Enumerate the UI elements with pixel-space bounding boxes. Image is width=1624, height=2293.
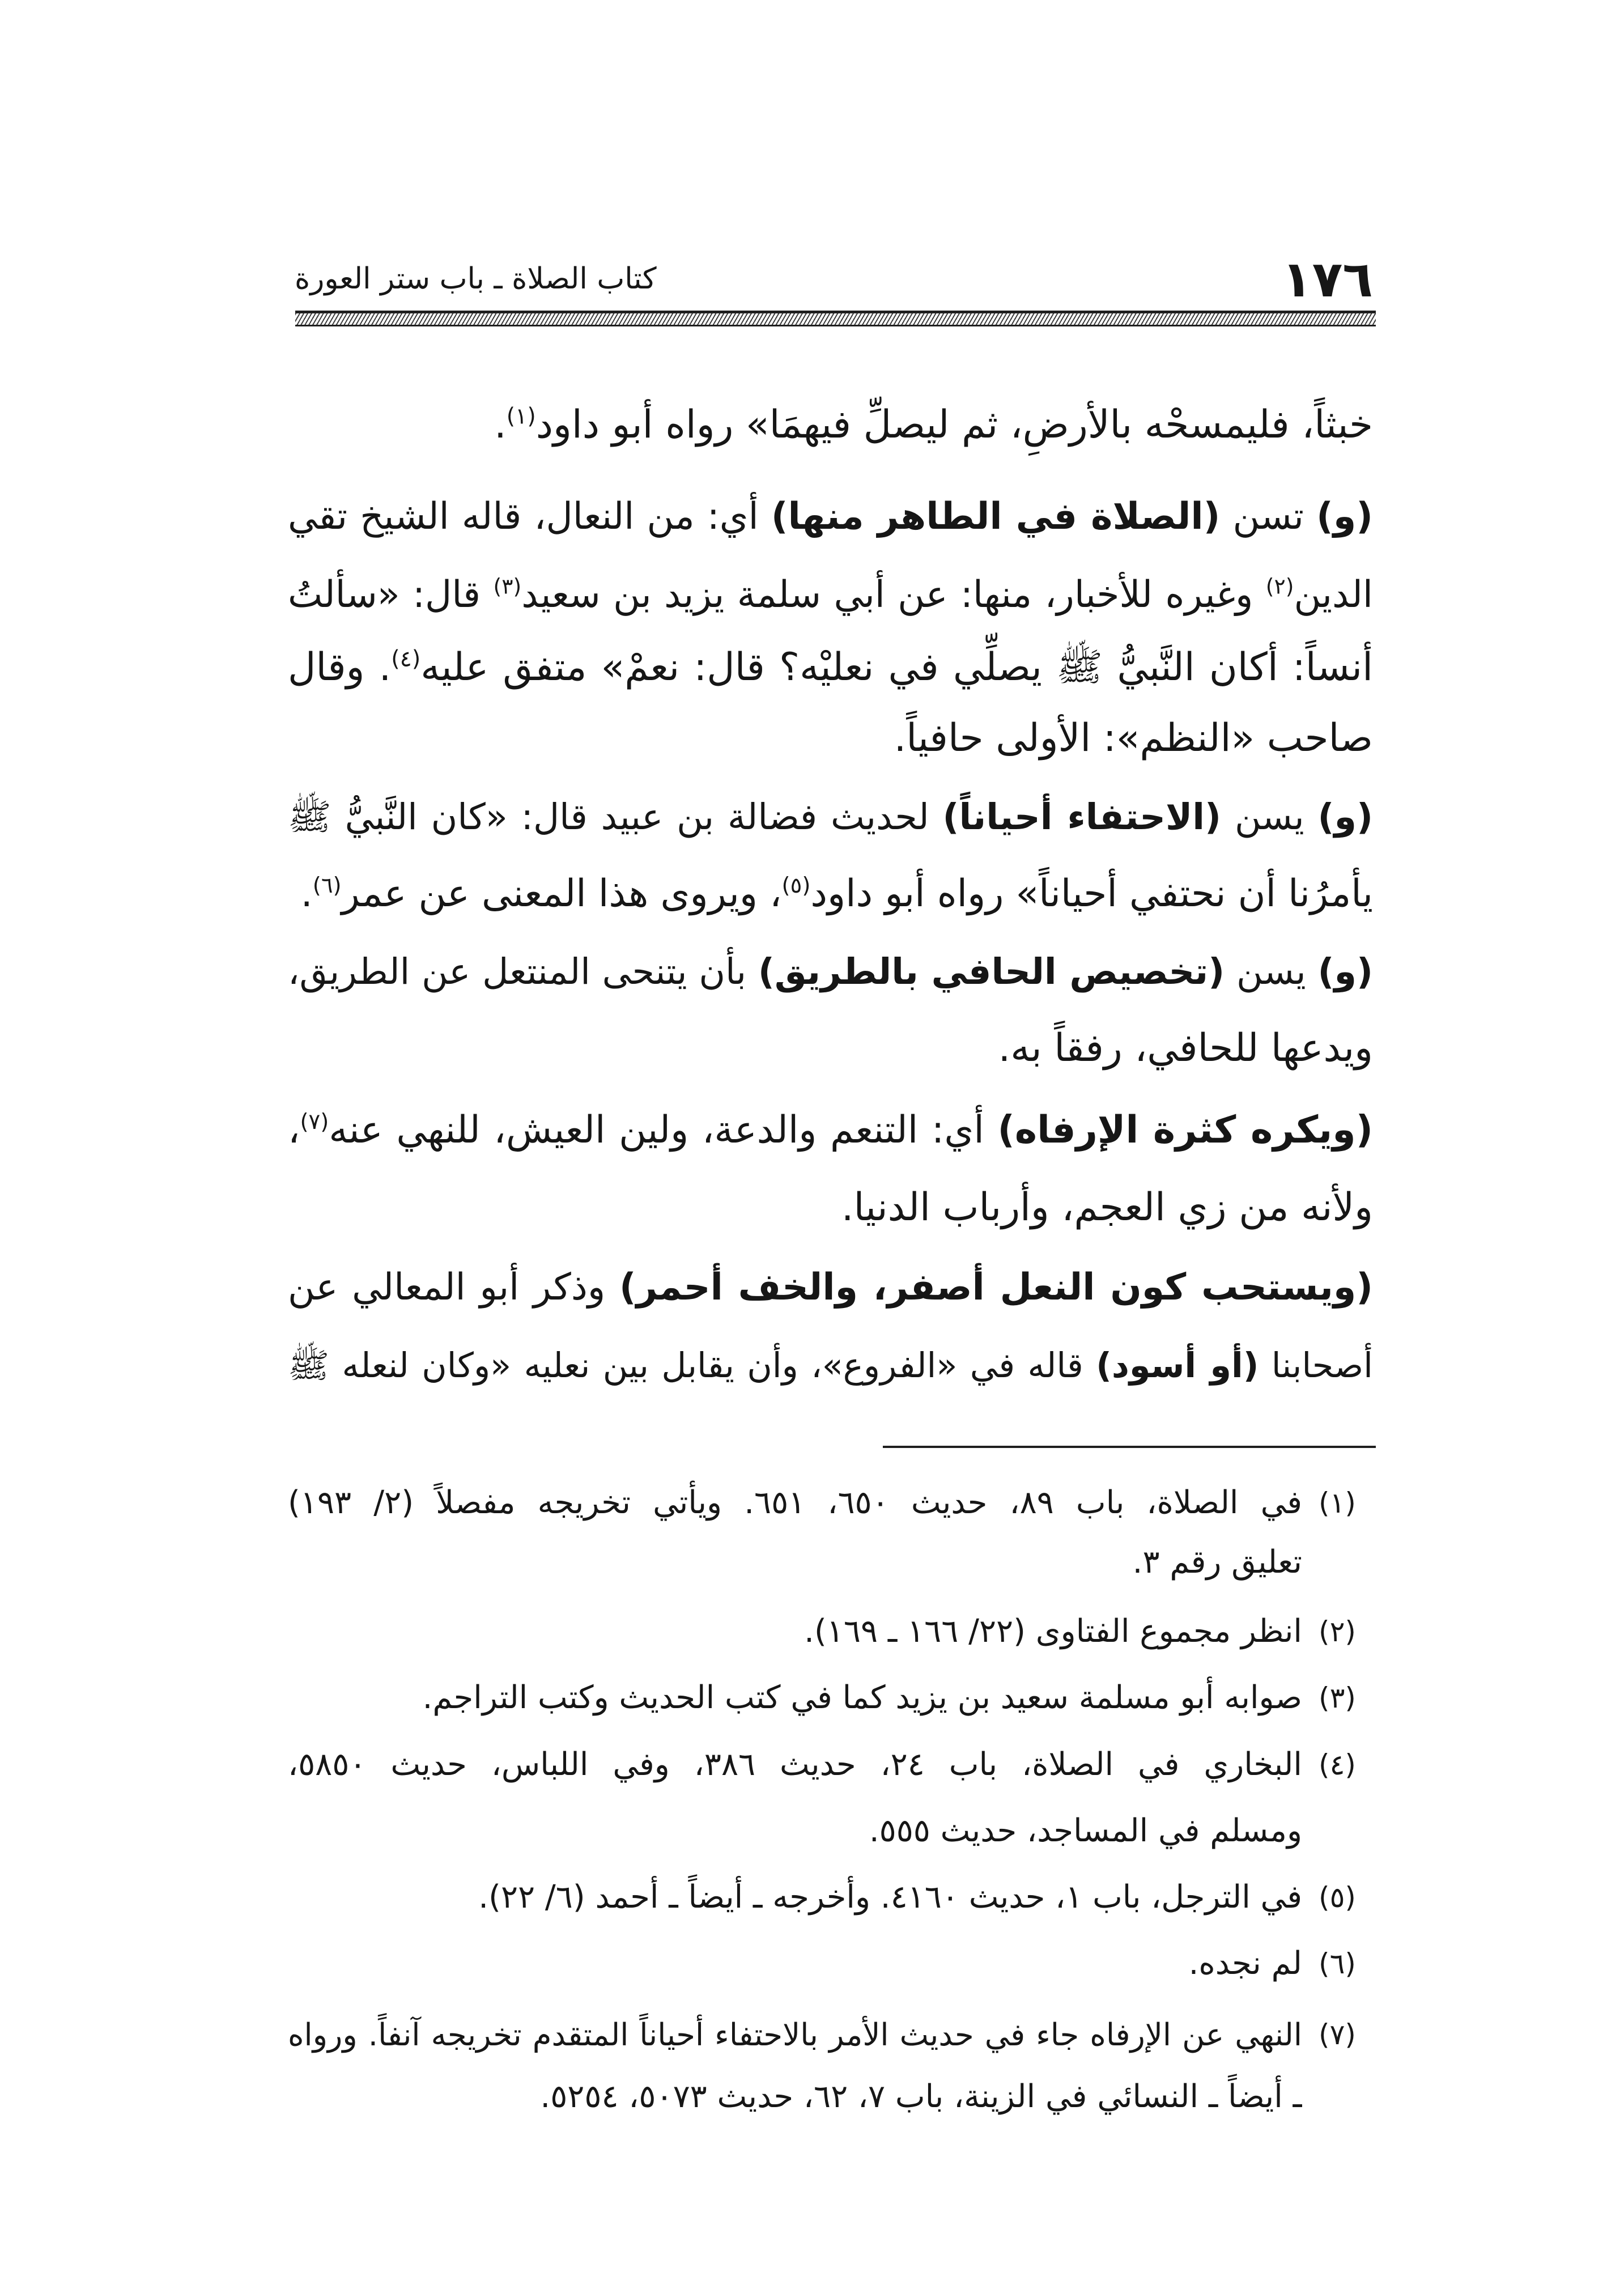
footnote-line: ومسلم في المساجد، حديث ٥٥٥. bbox=[869, 1812, 1302, 1849]
matn-text: (و) bbox=[1316, 495, 1373, 538]
running-title: كتاب الصلاة ـ باب ستر العورة bbox=[295, 262, 657, 296]
footnote-separator bbox=[883, 1446, 1376, 1448]
matn-text: (و) bbox=[1317, 796, 1373, 838]
body-text: . bbox=[300, 871, 313, 915]
body-line bbox=[288, 631, 1373, 704]
body-line bbox=[288, 1329, 1373, 1403]
footnote-line: انظر مجموع الفتاوى (٢٢/ ١٦٦ ـ ١٦٩). bbox=[804, 1613, 1302, 1650]
footnote-line: في الصلاة، باب ٨٩، حديث ٦٥٠، ٦٥١. ويأتي تخريجه مفصلاً (٢/ ١٩٣) bbox=[288, 1484, 1302, 1521]
body-text: صاحب «النظم»: الأولى حافياً. bbox=[894, 716, 1373, 761]
footnote-ref: (٢) bbox=[1265, 574, 1294, 599]
body-text: ولأنه من زي العجم، وأرباب الدنيا. bbox=[841, 1185, 1373, 1230]
footnote-marker: (٤) bbox=[1319, 1748, 1356, 1781]
body-text: أنساً: أكان النَّبيُّ ﷺ يصلِّي في نعليْه؟ قال: نعمْ» متفق عليه bbox=[420, 645, 1373, 690]
body-text: يأمرُنا أن نحتفي أحياناً» رواه أبو داود bbox=[810, 871, 1373, 915]
body-text: أصحابنا bbox=[1259, 1346, 1373, 1386]
body-text: يسن bbox=[1225, 950, 1318, 992]
body-line bbox=[288, 856, 1373, 930]
footnote-line: صوابه أبو مسلمة سعيد بن يزيد كما في كتب الحديث وكتب التراجم. bbox=[422, 1679, 1302, 1716]
footnote-line: النهي عن الإرفاه جاء في حديث الأمر بالاحتفاء أحياناً المتقدم تخريجه آنفاً. ورواه bbox=[288, 2016, 1302, 2053]
footnote-ref: (٤) bbox=[391, 646, 421, 672]
body-text: وذكر أبو المعالي عن bbox=[288, 1266, 620, 1309]
body-text: ، ويروى هذا المعنى عن عمر bbox=[341, 871, 782, 915]
footnote-line: ـ أيضاً ـ النسائي في الزينة، باب ٧، ٦٢، حديث ٥٠٧٣، ٥٢٥٤. bbox=[540, 2078, 1302, 2115]
footnote-ref: (٣) bbox=[493, 574, 522, 599]
footnote-marker: (٥) bbox=[1319, 1881, 1356, 1914]
footnote-ref: (٦) bbox=[312, 873, 342, 899]
matn-text: (ويكره كثرة الإرفاه) bbox=[997, 1107, 1373, 1152]
body-line bbox=[288, 1012, 1373, 1085]
matn-text: (الاحتفاء أحياناً) bbox=[942, 796, 1222, 838]
body-text: بأن يتنحى المنتعل عن الطريق، bbox=[288, 950, 758, 992]
body-line bbox=[288, 702, 1373, 775]
body-text: لحديث فضالة بن عبيد قال: «كان النَّبيُّ ﷺ bbox=[288, 796, 943, 838]
body-line bbox=[288, 1251, 1373, 1324]
footnote-line: البخاري في الصلاة، باب ٢٤، حديث ٣٨٦، وفي اللباس، حديث ٥٨٥٠، bbox=[288, 1746, 1302, 1783]
footnote-marker: (٧) bbox=[1319, 2018, 1356, 2051]
body-text: الدين bbox=[1294, 574, 1373, 616]
matn-text: (ويستحب كون النعل أصفر، والخف أحمر) bbox=[619, 1266, 1373, 1309]
body-line bbox=[288, 388, 1373, 462]
body-text: . bbox=[494, 402, 507, 447]
matn-text: (الصلاة في الطاهر منها) bbox=[771, 495, 1221, 538]
matn-text: (تخصيص الحافي بالطريق) bbox=[758, 950, 1225, 992]
body-text: أي: من النعال، قاله الشيخ تقي bbox=[288, 495, 771, 538]
footnote-marker: (٢) bbox=[1319, 1615, 1356, 1648]
body-line bbox=[288, 1171, 1373, 1245]
matn-text: (أو أسود) bbox=[1096, 1346, 1259, 1386]
body-text: ويدعها للحافي، رفقاً به. bbox=[998, 1026, 1373, 1071]
body-line bbox=[288, 558, 1373, 632]
page-number: ١٧٦ bbox=[1281, 250, 1373, 308]
body-text: . وقال bbox=[288, 645, 392, 690]
body-line bbox=[288, 480, 1373, 554]
body-text: خبثاً، فليمسحْه بالأرضِ، ثم ليصلِّ فيهمَا» رواه أبو داود bbox=[535, 402, 1373, 447]
body-text: ، bbox=[288, 1107, 300, 1152]
footnote-ref: (١) bbox=[506, 403, 536, 430]
body-line bbox=[288, 935, 1373, 1008]
body-text: قاله في «الفروع»، وأن يقابل بين نعليه «وكان لنعله ﷺ bbox=[288, 1346, 1096, 1386]
footnote-marker: (١) bbox=[1319, 1487, 1356, 1519]
body-line bbox=[288, 1093, 1373, 1166]
footnote-line: تعليق رقم ٣. bbox=[1132, 1544, 1302, 1581]
footnote-line: لم نجده. bbox=[1188, 1945, 1302, 1982]
body-text: أي: التنعم والدعة، ولين العيش، للنهي عنه bbox=[329, 1107, 998, 1152]
header-rule bbox=[295, 311, 1376, 326]
body-text: وغيره للأخبار، منها: عن أبي سلمة يزيد بن سعيد bbox=[521, 574, 1266, 616]
body-text: تسن bbox=[1220, 495, 1317, 538]
footnote-marker: (٣) bbox=[1319, 1681, 1356, 1714]
body-text: قال: «سألتُ bbox=[288, 574, 494, 616]
matn-text: (و) bbox=[1317, 950, 1373, 992]
footnote-ref: (٥) bbox=[781, 873, 811, 899]
body-line bbox=[288, 780, 1373, 853]
footnote-line: في الترجل، باب ١، حديث ٤١٦٠. وأخرجه ـ أيضاً ـ أحمد (٦/ ٢٢). bbox=[478, 1879, 1302, 1916]
footnote-ref: (٧) bbox=[300, 1109, 329, 1135]
footnote-marker: (٦) bbox=[1319, 1947, 1356, 1980]
body-text: يسن bbox=[1221, 796, 1318, 838]
